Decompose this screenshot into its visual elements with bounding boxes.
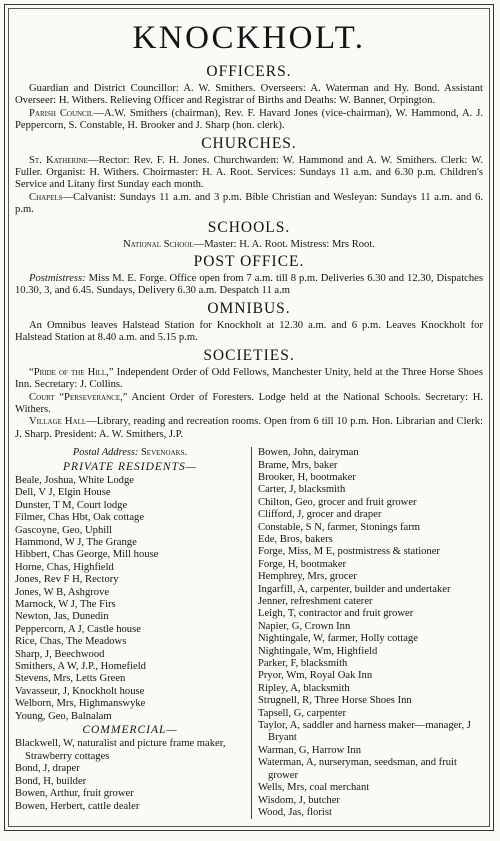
list-item: Filmer, Chas Hbt, Oak cottage (15, 512, 145, 524)
pride-of-the-hill-text: Independent Order of Odd Fellows, Manchester Unity, held at the Three Horse Shoes Inn. Secretary: J. Collins. (15, 366, 483, 391)
chapels-label: Chapels (29, 191, 63, 203)
list-item: Pryor, Wm, Royal Oak Inn (258, 670, 373, 682)
postal-address-value: Sevenoaks. (141, 447, 188, 459)
list-item: Bowen, Arthur, fruit grower (15, 788, 134, 800)
list-item: Napier, G, Crown Inn (258, 620, 351, 632)
national-school-text: —Master: H. A. Root. Mistress: Mrs Root. (193, 238, 375, 250)
village-hall-paragraph (15, 416, 483, 441)
page-title: KNOCKHOLT. (132, 20, 366, 56)
postal-address (15, 447, 245, 459)
list-item: Clifford, J, grocer and draper (258, 509, 382, 521)
commercial-list-left (15, 738, 245, 812)
list-item: Dell, V J, Elgin House (15, 487, 111, 499)
list-item: Hibbert, Chas George, Mill house (15, 549, 159, 561)
list-item: Nightingale, W, farmer, Holly cottage (258, 633, 418, 645)
list-item: Newton, Jas, Dunedin (15, 611, 109, 623)
list-item: Beale, Joshua, White Lodge (15, 474, 134, 486)
post-office-heading: POST OFFICE. (193, 253, 305, 271)
village-hall-text: —Library, reading and recreation rooms. Open from 6 till 10 p.m. Hon. Librarian and Clerk: J. Sharp. President: A. W. Smithers, J.P. (15, 416, 483, 440)
list-item: Ingarfill, A, carpenter, builder and undertaker (258, 583, 451, 595)
list-item: Bond, H, builder (15, 775, 87, 787)
court-perseverance-label: Court “Perseverance,” (29, 391, 128, 403)
list-item: Bowen, Herbert, cattle dealer (15, 800, 140, 812)
list-item: Constable, S N, farmer, Stonings farm (258, 521, 420, 533)
societies-heading: SOCIETIES. (203, 346, 295, 364)
st-katherine-paragraph (15, 155, 483, 192)
list-item: Brame, Mrs, baker (258, 459, 338, 471)
list-item: Taylor, A, saddler and harness maker—manager, J Bryant (258, 720, 471, 744)
list-item: Bond, J, draper (15, 763, 80, 775)
list-item: Waterman, A, nurseryman, seedsman, and fruit grower (258, 757, 457, 781)
list-item: Welborn, Mrs, Highmanswyke (15, 698, 146, 710)
list-item: Dunster, T M, Court lodge (15, 499, 128, 511)
private-residents-heading: PRIVATE RESIDENTS— (63, 460, 197, 473)
court-perseverance-paragraph (15, 392, 483, 417)
list-item: Warman, G, Harrow Inn (258, 744, 361, 756)
list-item: Jones, W B, Ashgrove (15, 586, 110, 598)
list-item: Jones, Rev F H, Rectory (15, 574, 119, 586)
chapels-text: —Calvanist: Sundays 11 a.m. and 3 p.m. Bible Christian and Wesleyan: Sundays 11 a.m. and 6. p.m. (15, 191, 483, 216)
post-office-text: Miss M. E. Forge. Office open from 7 a.m. till 8 p.m. Deliveries 6.30 and 12.30, Dispatches 10.30, 3, and 6.45. Sundays, Delivery 6.30 a.m. Despatch 11 a.m (15, 273, 483, 297)
list-item: Bowen, John, dairyman (258, 447, 359, 459)
list-item: Hammond, W J, The Grange (15, 536, 137, 548)
schools-paragraph (15, 239, 483, 251)
list-item: Marnock, W J, The Firs (15, 599, 116, 610)
omnibus-paragraph: An Omnibus leaves Halstead Station for Knockholt at 12.30 a.m. and 6 p.m. Leaves Knockholt for Halstead Station at 8.40 a.m. and 5.15 p.m. (15, 319, 483, 344)
list-item: Forge, H, bootmaker (258, 558, 347, 570)
directory-page (4, 4, 494, 831)
national-school-label: National School (123, 238, 194, 250)
list-item: Blackwell, W, naturalist and picture frame maker, Strawberry cottages (15, 738, 226, 762)
list-item: Nightingale, Wm, Highfield (258, 645, 378, 657)
chapels-paragraph (15, 192, 483, 217)
churches-heading: CHURCHES. (201, 134, 297, 152)
list-item: Rice, Chas, The Meadows (15, 636, 127, 648)
list-item: Stevens, Mrs, Letts Green (15, 673, 126, 685)
list-item: Gascoyne, Geo, Uphill (15, 524, 113, 536)
post-office-paragraph (15, 273, 483, 298)
court-perseverance-text: Ancient Order of Foresters. Lodge held at the National Schools. Secretary: H. Withers. (15, 391, 483, 415)
omnibus-heading: OMNIBUS. (207, 299, 291, 317)
officers-heading: OFFICERS. (206, 63, 292, 80)
list-item: Young, Geo, Balnalam (15, 710, 112, 722)
st-katherine-label: St. Katherine (29, 154, 88, 166)
st-katherine-text: —Rector: Rev. F. H. Jones. Churchwarden: W. Hammond and A. W. Smithers. Clerk: W. Fuller. Organist: H. Withers. Choirmaster: H. A. Root. Services: Sundays 11 a.m. and 6.30 p.m. Children's Service and Litany first Sunday each month. (15, 154, 483, 191)
list-item: Jenner, refreshment caterer (258, 596, 373, 607)
list-item: Parker, F, blacksmith (258, 658, 348, 670)
right-column (251, 447, 483, 819)
pride-of-the-hill-label: “Pride of the Hill,” (29, 366, 114, 378)
schools-heading: SCHOOLS. (207, 218, 291, 236)
left-column (15, 447, 251, 819)
village-hall-label: Village Hall (29, 416, 87, 428)
list-item: Brooker, H, bootmaker (258, 471, 356, 483)
pride-of-the-hill-paragraph (15, 367, 483, 392)
parish-council-label: Parish Council (29, 107, 94, 119)
list-item: Hemphrey, Mrs, grocer (258, 571, 357, 583)
list-item: Ede, Bros, bakers (258, 533, 333, 545)
list-item: Peppercorn, A J, Castle house (15, 623, 141, 635)
list-item: Smithers, A W, J.P., Homefield (15, 661, 146, 673)
list-item: Leigh, T, contractor and fruit grower (258, 608, 414, 620)
list-item: Carter, J, blacksmith (258, 484, 346, 496)
list-item: Forge, Miss, M E, postmistress & stationer (258, 546, 440, 558)
commercial-heading: COMMERCIAL— (82, 724, 178, 737)
commercial-list-right (258, 447, 483, 819)
postal-address-label: Postal Address: (72, 447, 139, 459)
residents-columns (15, 447, 483, 819)
list-item: Tapsell, G, carpenter (258, 707, 347, 719)
list-item: Wood, Jas, florist (258, 806, 332, 818)
list-item: Ripley, A, blacksmith (258, 682, 350, 694)
list-item: Chilton, Geo, grocer and fruit grower (258, 496, 417, 508)
list-item: Wisdom, J, butcher (258, 794, 340, 806)
private-residents-list (15, 475, 245, 723)
parish-council-paragraph (15, 108, 483, 133)
list-item: Horne, Chas, Highfield (15, 561, 114, 573)
parish-council-text: —A.W. Smithers (chairman), Rev. F. Havard Jones (vice-chairman), W. Hammond, A. J. Peppercorn, S. Constable, H. Brooker and J. Sharp (hon. clerk). (15, 107, 483, 132)
list-item: Sharp, J, Beechwood (15, 648, 105, 660)
list-item: Vavasseur, J, Knockholt house (15, 685, 145, 697)
postmistress-label: Postmistress: (29, 273, 86, 285)
list-item: Wells, Mrs, coal merchant (258, 782, 370, 794)
list-item: Strugnell, R, Three Horse Shoes Inn (258, 695, 412, 707)
officers-paragraph: Guardian and District Councillor: A. W. Smithers. Overseers: A. Waterman and Hy. Bond. Assistant Overseer: H. Withers. Relieving Officer and Registrar of Births and Deaths: W. Banner, Orpington. (15, 83, 483, 107)
